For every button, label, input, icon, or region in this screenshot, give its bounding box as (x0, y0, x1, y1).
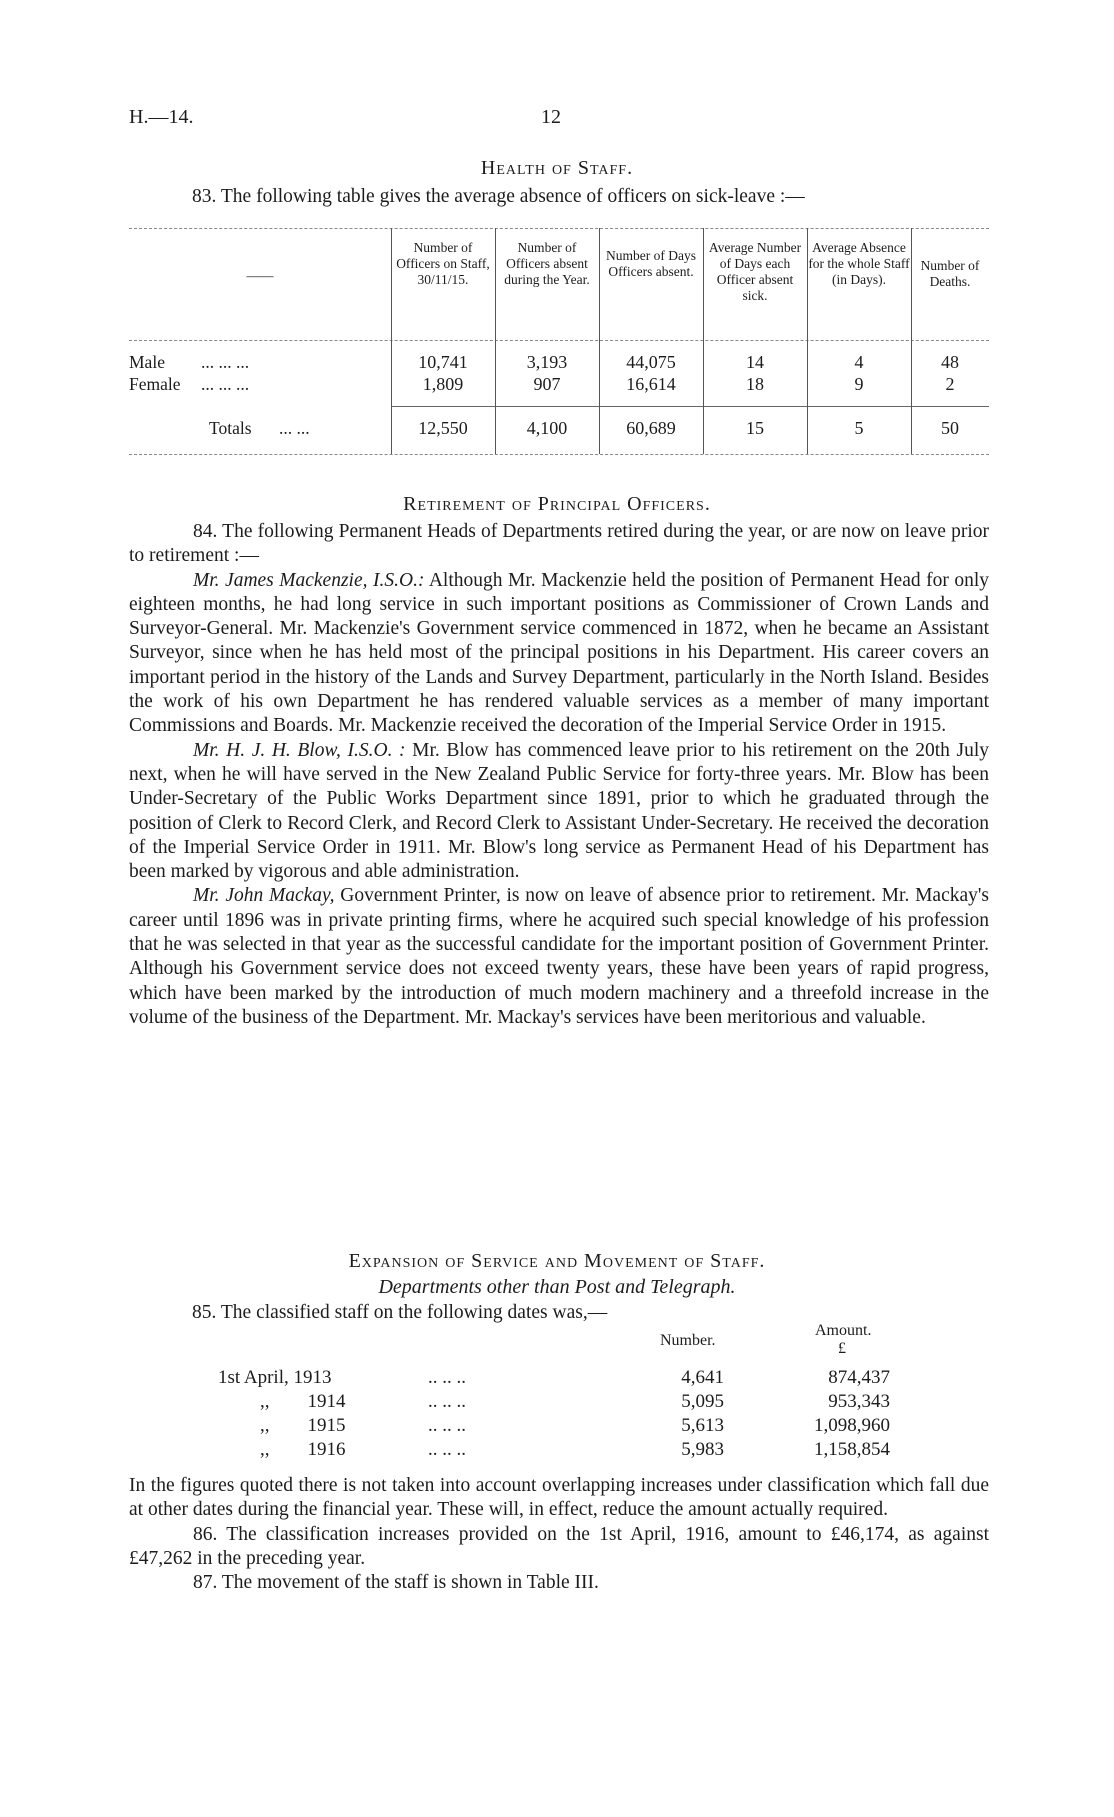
totals-label: Totals (209, 418, 252, 438)
staff-number: 4,641 (681, 1367, 724, 1388)
row-leader: ... ... ... (201, 352, 250, 372)
mackay-name: Mr. John Mackay, (193, 885, 335, 907)
header-blank: —— (246, 268, 274, 283)
row-label: Male (129, 352, 165, 372)
closing-body (129, 1474, 989, 1595)
health-section-title: Health of Staff. (480, 157, 634, 179)
row-leader: ... ... (279, 418, 310, 438)
header-officers-absent: Number of Officers absent during the Year. (504, 240, 590, 287)
staff-number: 5,613 (681, 1415, 724, 1436)
para-86: 86. The classification increases provided on the 1st April, 1916, amount to £46,174, as against £47,262 in the preceding year. (129, 1523, 989, 1569)
table-cell: 4 (854, 352, 864, 372)
mackenzie-name: Mr. James Mackenzie, I.S.O.: (193, 569, 425, 591)
table-cell: 5 (854, 418, 864, 438)
table-cell: 18 (746, 374, 764, 394)
staff-date: 1st April, 1913 (218, 1367, 332, 1388)
table-cell: 48 (941, 352, 959, 372)
para-83: 83. The following table gives the average absence of officers on sick-leave :— (192, 186, 805, 207)
header-avg-whole-staff: Average Absence for the whole Staff (in Days). (808, 240, 910, 287)
staff-amount: 1,098,960 (814, 1415, 890, 1436)
expansion-subtitle: Departments other than Post and Telegraph. (378, 1276, 736, 1298)
staff-date: ,, 1914 (260, 1391, 346, 1412)
header-days-absent: Number of Days Officers absent. (606, 248, 696, 279)
staff-dots: .. .. .. (428, 1367, 466, 1388)
header-officers-on-staff: Number of Officers on Staff, 30/11/15. (396, 240, 490, 287)
para-mackenzie (129, 569, 989, 739)
table-cell: 16,614 (626, 374, 676, 394)
table-cell: 3,193 (526, 352, 568, 372)
row-leader: ... ... ... (201, 374, 250, 394)
staff-dots: .. .. .. (428, 1415, 466, 1436)
staff-dots: .. .. .. (428, 1391, 466, 1412)
table-cell: 50 (941, 418, 959, 438)
sick-leave-table (129, 228, 989, 458)
staff-number: 5,983 (681, 1439, 724, 1460)
staff-date: ,, 1915 (260, 1415, 346, 1436)
table-cell: 4,100 (526, 418, 568, 438)
header-deaths: Number of Deaths. (920, 258, 980, 289)
mackay-text: Government Printer, is now on leave of absence prior to retirement. Mr. Mackay's career until 1896 was in private printing firms, where he acquired such special knowledge of his profession that he was selected in that year as the successful candidate for the important position of Government Printer. Although his Government service does not exceed twenty years, these have been years of rapid progress, which have been marked by the introduction of much modern machinery and a threefold increase in the volume of the business of the Department. Mr. Mackay's services have been meritorious and valuable. (129, 885, 989, 1028)
mackenzie-text: Although Mr. Mackenzie held the position of Permanent Head for only eighteen months, he had long service in such important positions as Commissioner of Crown Lands and Surveyor-General. Mr. Mackenzie's Government service commenced in 1872, when he became an Assistant Surveyor, since when he has held most of the principal positions in his Department. His career covers an important period in the history of the Lands and Survey Department, particularly in the North Island. Besides the work of his own Department he has rendered valuable services as a member of many important Commissions and Boards. Mr. Mackenzie received the decoration of the Imperial Service Order in 1915. (129, 569, 989, 737)
page-number: 12 (541, 106, 561, 128)
staff-amount: 874,437 (828, 1367, 890, 1388)
col-amount-header: Amount. (815, 1322, 872, 1339)
staff-dots: .. .. .. (428, 1439, 466, 1460)
staff-amount: 953,343 (828, 1391, 890, 1412)
para-84: 84. The following Permanent Heads of Departments retired during the year, or are now on leave prior to retirement :— (129, 521, 989, 567)
blow-text: Mr. Blow has commenced leave prior to his retirement on the 20th July next, when he will have served in the New Zealand Public Service for forty-three years. Mr. Blow has been Under-Secretary of the Public Works Department since 1891, prior to which he graduated through the position of Clerk to Record Clerk, and Record Clerk to Assistant Under-Secretary. He received the decoration of the Imperial Service Order in 1911. Mr. Blow's long service as Permanent Head of his Department has been marked by vigorous and able administration. (129, 739, 989, 883)
report-reference: H.—14. (129, 106, 194, 128)
blow-name: Mr. H. J. H. Blow, I.S.O. : (193, 739, 406, 761)
para-87: 87. The movement of the staff is shown in Table III. (193, 1572, 599, 1594)
staff-amount: 1,158,854 (814, 1439, 890, 1460)
row-label: Female (129, 374, 181, 394)
para-blow (129, 739, 989, 885)
header-avg-days-each: Average Number of Days each Officer absent sick. (708, 240, 802, 303)
table-cell: 10,741 (418, 352, 468, 372)
retirement-section-title: Retirement of Principal Officers. (403, 493, 711, 515)
retirement-body (129, 520, 989, 1030)
expansion-section-title: Expansion of Service and Movement of Staff. (348, 1250, 766, 1272)
table-cell: 15 (746, 418, 764, 438)
table-cell: 44,075 (626, 352, 676, 372)
table-cell: 14 (746, 352, 764, 372)
staff-date: ,, 1916 (260, 1439, 346, 1460)
col-number-header: Number. (660, 1332, 716, 1349)
para-mackay (129, 884, 989, 1030)
table-cell: 1,809 (422, 374, 464, 394)
staff-number: 5,095 (681, 1391, 724, 1412)
table-cell: 907 (533, 374, 561, 394)
table-cell: 2 (945, 374, 955, 394)
col-amount-unit: £ (838, 1340, 846, 1357)
table-cell: 9 (854, 374, 864, 394)
overlap-note: In the figures quoted there is not taken into account overlapping increases under classification which fall due at other dates during the financial year. These will, in effect, reduce the amount actually required. (129, 1475, 989, 1521)
table-cell: 12,550 (418, 418, 468, 438)
para-85: 85. The classified staff on the following dates was,— (192, 1302, 608, 1323)
table-cell: 60,689 (626, 418, 676, 438)
